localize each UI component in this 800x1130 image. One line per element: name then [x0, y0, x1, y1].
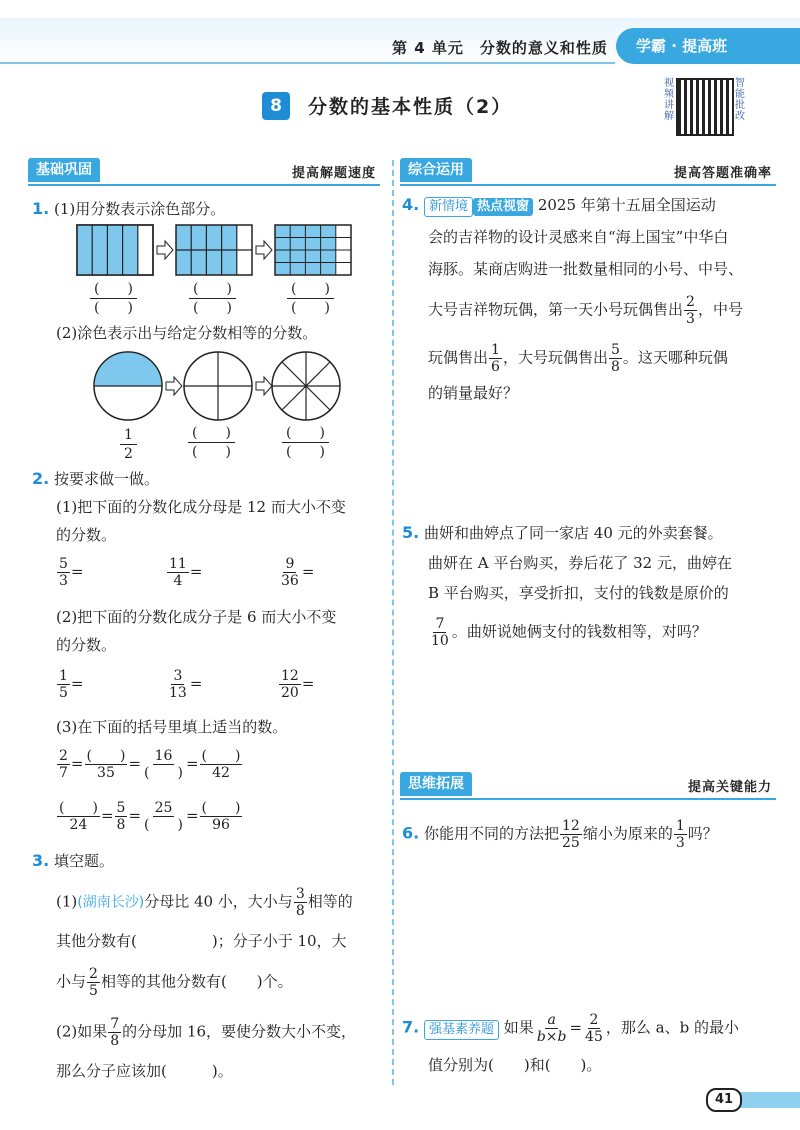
arrow-icon [256, 241, 272, 259]
section-label: 基础巩固 [28, 158, 100, 182]
q2-fraction-item[interactable]: $\frac{12}{20}$ = [281, 668, 315, 701]
qr-caption-right: 智能批改 [735, 78, 745, 122]
question-4-line4: 大号吉祥物玩偶，第一天小号玩偶售出 $\frac{2}{3}$ ，中号 [428, 294, 743, 327]
question-number: 2. [32, 469, 50, 488]
question-7-line1: 7. 强基素养题 如果 $\frac{a}{b\times b}$ = $\frac{2}{45}$ ，那么 a、b 的最小 [402, 1012, 739, 1045]
given-fraction: 1 2 [120, 426, 137, 463]
circle-eighths [272, 352, 340, 420]
question-4-line5: 玩偶售出 $\frac{1}{6}$ ，大号玩偶售出 $\frac{5}{8}$ 。这天哪种玩偶 [428, 342, 728, 375]
shaded-circles [92, 350, 342, 422]
circle-half [94, 352, 162, 420]
rect-10-cells [176, 225, 252, 275]
arrow-icon [256, 377, 272, 395]
q3-part1-line3[interactable]: 小与 $\frac{2}{5}$ 相等的其他分数有( )个。 [56, 966, 293, 999]
arrow-icon [166, 377, 182, 395]
q2-part2-line2: 的分数。 [56, 636, 117, 654]
question-4-line6: 的销量最好？ [428, 384, 519, 402]
column-divider [392, 160, 394, 1085]
q2-fraction-item[interactable]: $\frac{5}{3}$ = [59, 556, 84, 589]
answer-fraction-blank[interactable]: ( ) ( ) [287, 280, 334, 317]
section-label: 思维拓展 [400, 772, 472, 796]
section-thinking [400, 772, 776, 800]
q3-part1-line1: (1)(湖南长沙)分母比 40 小，大小与 $\frac{3}{8}$ 相等的 [56, 886, 353, 919]
section-label: 综合运用 [400, 158, 472, 182]
section-goal: 提高解题速度 [291, 166, 376, 181]
question-3 [32, 850, 114, 872]
question-6: 6. 你能用不同的方法把 $\frac{12}{25}$ 缩小为原来的 $\frac{1}{3}$ 吗？ [402, 818, 718, 851]
q2-part1-line2: 的分数。 [56, 526, 117, 544]
q2-fraction-item[interactable]: $\frac{3}{13}$ = [169, 668, 203, 701]
question-4-line3: 海豚。某商店购进一批数量相同的小号、中号、 [428, 260, 744, 278]
unit-title: 第 4 单元 分数的意义和性质 [392, 39, 608, 57]
answer-fraction-blank[interactable]: ( ) ( ) [90, 280, 137, 317]
question-1-part1 [32, 198, 225, 220]
question-number: 4. [402, 195, 420, 214]
rect-grid-cells [275, 225, 351, 275]
answer-fraction-blank[interactable]: ( ) ( ) [188, 424, 235, 461]
section-goal: 提高关键能力 [687, 780, 772, 795]
question-text: 按要求做一做。 [54, 470, 160, 488]
q2-fraction-item[interactable]: $\frac{11}{4}$ = [169, 556, 203, 589]
arrow-icon [157, 241, 173, 259]
question-number: 3. [32, 851, 50, 870]
header-rule [0, 62, 615, 64]
shaded-rectangles [76, 224, 356, 276]
q2-equation-row-2[interactable]: $\frac{( )}{24}$ = $\frac{5}{8}$ = $\frac{25}{( )}$ = $\frac{( )}{96}$ [59, 800, 241, 833]
brand-badge: 学霸 · 提高班 [616, 28, 800, 64]
core-literacy-tag: 强基素养题 [424, 1020, 499, 1040]
question-number: 5. [402, 523, 420, 542]
answer-fraction-blank[interactable]: ( ) ( ) [282, 424, 329, 461]
q2-fraction-item[interactable]: $\frac{1}{5}$ = [59, 668, 84, 701]
q3-part1-line2[interactable]: 其他分数有( )；分子小于 10，大 [56, 932, 347, 950]
section-basic [28, 158, 380, 186]
question-1-part2: (2)涂色表示出与给定分数相等的分数。 [56, 324, 318, 342]
answer-fraction-blank[interactable]: ( ) ( ) [189, 280, 236, 317]
qr-code-icon[interactable] [676, 78, 734, 136]
q2-part3: (3)在下面的括号里填上适当的数。 [56, 718, 288, 736]
lesson-title: 分数的基本性质（2） [308, 96, 513, 118]
question-number: 1. [32, 199, 50, 218]
region-hint: (湖南长沙) [77, 894, 145, 911]
question-5-line4: $\frac{7}{10}$ 。曲妍说她俩支付的钱数相等，对吗？ [431, 616, 707, 649]
circle-quarters [184, 352, 252, 420]
question-4-line1: 4. 新情境 热点视窗 2025 年第十五届全国运动 [402, 194, 716, 217]
q2-fraction-item[interactable]: $\frac{9}{36}$ = [281, 556, 315, 589]
page-number: 41 [706, 1088, 742, 1112]
question-5-line1: 5. 曲妍和曲婷点了同一家店 40 元的外卖套餐。 [402, 523, 723, 542]
q2-part1-line1: (1)把下面的分数化成分母是 12 而大小不变 [56, 498, 346, 516]
qr-caption-left: 视频讲解 [664, 78, 674, 122]
q2-part2-line1: (2)把下面的分数化成分子是 6 而大小不变 [56, 608, 337, 626]
question-number: 6. [402, 823, 420, 843]
new-context-tag: 新情境 [424, 197, 473, 217]
question-text: (1)用分数表示涂色部分。 [54, 200, 226, 218]
rect-5-cols [77, 225, 153, 275]
hot-topic-tag: 热点视窗 [473, 198, 533, 216]
question-4-line2: 会的吉祥物的设计灵感来自“海上国宝”中华白 [428, 228, 729, 246]
question-text: 填空题。 [54, 852, 115, 870]
section-goal: 提高答题准确率 [673, 166, 772, 181]
question-number: 7. [402, 1017, 420, 1037]
q3-part2-line1: (2)如果 $\frac{7}{8}$ 的分母加 16，要使分数大小不变， [56, 1016, 357, 1049]
q2-equation-row-1[interactable]: $\frac{2}{7}$ = $\frac{( )}{35}$ = $\frac{16}{( )}$ = $\frac{( )}{42}$ [59, 748, 241, 781]
lesson-number: 8 [262, 92, 290, 120]
question-2 [32, 468, 159, 490]
question-7-line2[interactable]: 值分别为( )和( )。 [428, 1056, 602, 1074]
q3-part2-line2[interactable]: 那么分子应该加( )。 [56, 1062, 233, 1080]
question-5-line3: B 平台购买，享受折扣，支付的钱数是原价的 [428, 584, 729, 602]
question-5-line2: 曲妍在 A 平台购买，券后花了 32 元，曲婷在 [428, 554, 732, 572]
section-comprehensive [400, 158, 776, 186]
